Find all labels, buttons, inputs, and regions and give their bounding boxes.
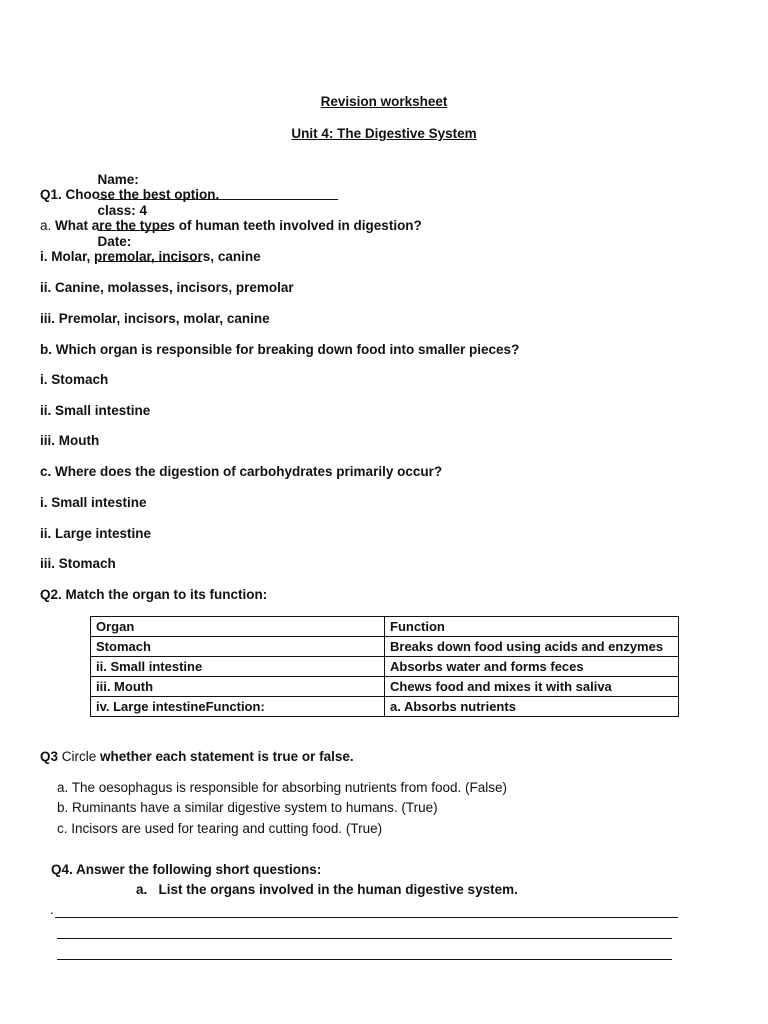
q1b-question: b. Which organ is responsible for breaking down food into smaller pieces?: [40, 342, 520, 357]
q1a-option-ii: ii. Canine, molasses, incisors, premolar: [40, 280, 294, 295]
q3-circle-word: Circle: [58, 749, 101, 764]
table-row: [91, 677, 679, 697]
table-row: [91, 657, 679, 677]
q3-heading: [40, 749, 354, 764]
q1a-option-iii: iii. Premolar, incisors, molar, canine: [40, 311, 270, 326]
q1b-option-iii: iii. Mouth: [40, 433, 100, 448]
q4-heading: Q4. Answer the following short questions:: [51, 862, 322, 877]
table-row: [91, 637, 679, 657]
match-table: [90, 616, 679, 717]
q1a-text: What are the types of human teeth involved in digestion?: [55, 218, 422, 233]
q1c-option-ii: ii. Large intestine: [40, 526, 152, 541]
answer-line-1[interactable]: [55, 917, 678, 918]
table-cell-function: Absorbs water and forms feces: [385, 657, 679, 677]
answer-line-3[interactable]: [57, 959, 672, 960]
q1c-option-i: i. Small intestine: [40, 495, 147, 510]
q1c-question: c. Where does the digestion of carbohydrates primarily occur?: [40, 464, 443, 479]
q3-label: Q3: [40, 749, 59, 764]
q4a-question: a. List the organs involved in the human digestive system.: [136, 882, 518, 897]
unit-title: Unit 4: The Digestive System: [291, 126, 477, 141]
worksheet-title: Revision worksheet: [320, 94, 448, 109]
q3-statement-b: b. Ruminants have a similar digestive system to humans. (True): [57, 800, 438, 815]
q3-statement-c: c. Incisors are used for tearing and cutting food. (True): [57, 821, 383, 836]
q1c-option-iii: iii. Stomach: [40, 556, 116, 571]
table-header-row: [91, 617, 679, 637]
q3-statement-a: a. The oesophagus is responsible for absorbing nutrients from food. (False): [57, 780, 507, 795]
table-cell-organ: iii. Mouth: [91, 677, 385, 697]
q1b-option-i: i. Stomach: [40, 372, 109, 387]
date-label: Date:: [97, 234, 132, 249]
table-cell-function: Breaks down food using acids and enzymes: [385, 637, 679, 657]
q1a-question: [40, 218, 422, 233]
answer-start-dot: .: [50, 902, 54, 917]
name-label: Name:: [97, 172, 139, 187]
table-cell-function: Chews food and mixes it with saliva: [385, 677, 679, 697]
q1a-option-i: i. Molar, premolar, incisors, canine: [40, 249, 261, 264]
q3-heading-text: whether each statement is true or false.: [100, 749, 354, 764]
table-cell-organ: Stomach: [91, 637, 385, 657]
table-header-function: Function: [385, 617, 679, 637]
q1-heading: Q1. Choose the best option.: [40, 187, 220, 202]
table-header-organ: Organ: [91, 617, 385, 637]
class-label: class: 4: [97, 203, 148, 218]
q1b-option-ii: ii. Small intestine: [40, 403, 151, 418]
q1a-prefix: a.: [40, 218, 56, 233]
answer-line-2[interactable]: [57, 938, 672, 939]
table-cell-organ: iv. Large intestineFunction:: [91, 697, 385, 717]
table-row: [91, 697, 679, 717]
table-cell-organ: ii. Small intestine: [91, 657, 385, 677]
q2-heading: Q2. Match the organ to its function:: [40, 587, 268, 602]
table-cell-function: a. Absorbs nutrients: [385, 697, 679, 717]
